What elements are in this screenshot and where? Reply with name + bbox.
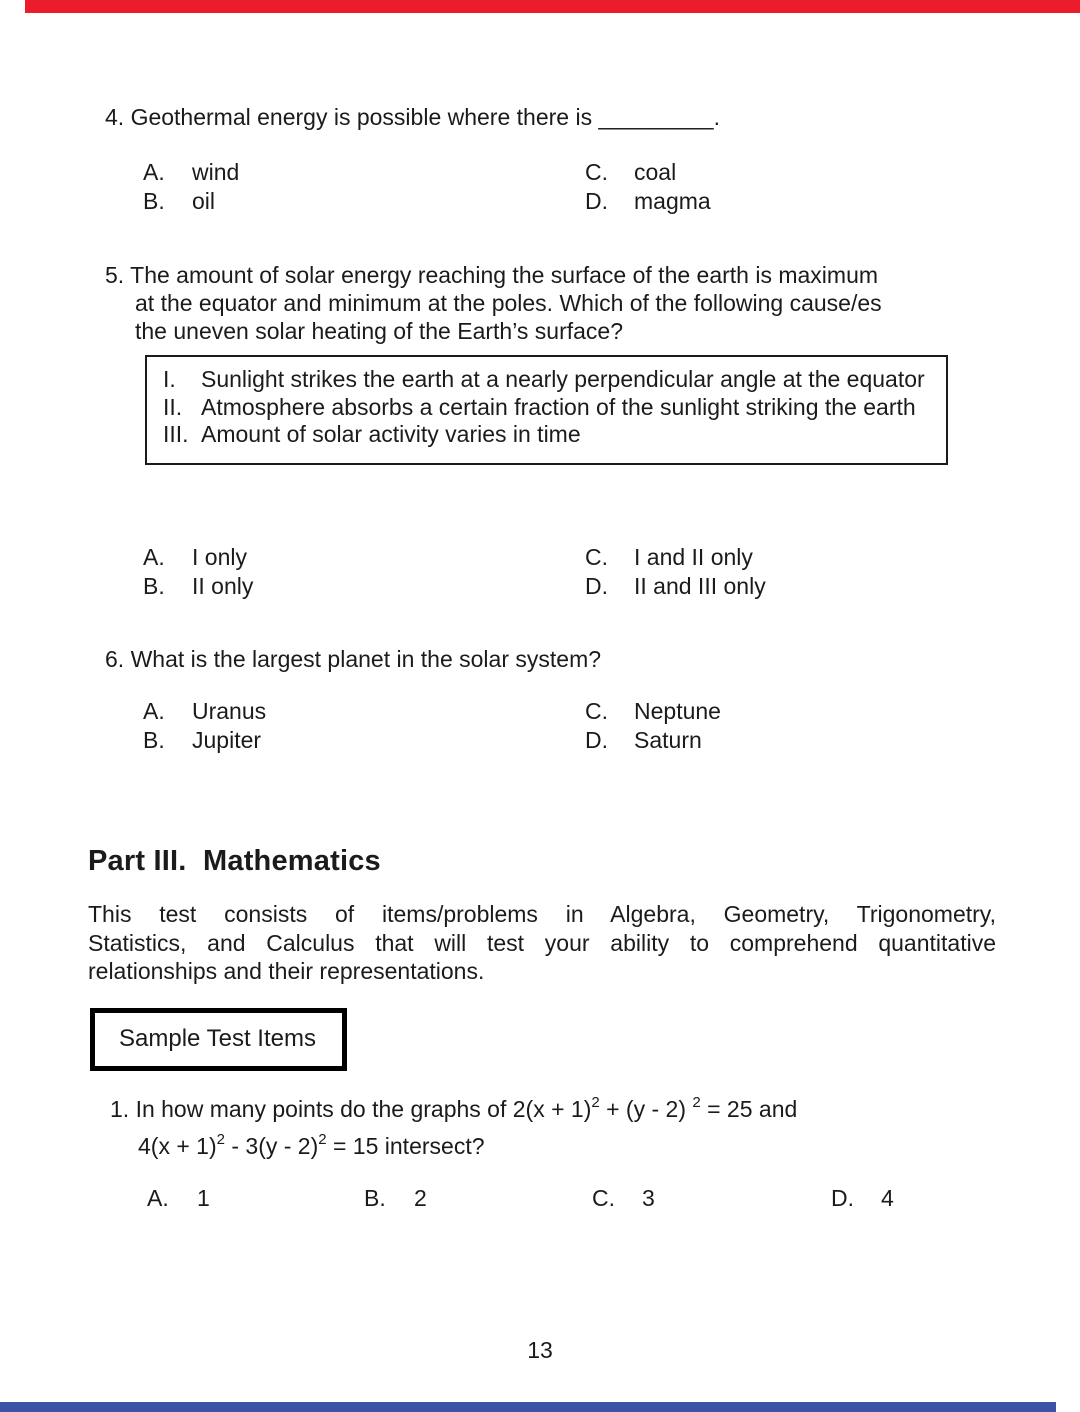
option-text: magma bbox=[634, 188, 711, 214]
exponent: 2 bbox=[692, 1094, 701, 1112]
sample-test-items-box bbox=[90, 1008, 347, 1071]
option-text: II only bbox=[192, 573, 254, 599]
math-question-1 bbox=[110, 1091, 797, 1165]
part-iii-heading: Part III. Mathematics bbox=[88, 845, 381, 877]
statement-ii bbox=[163, 394, 936, 422]
question-5-text bbox=[105, 261, 1005, 345]
option-letter: B. bbox=[143, 727, 165, 753]
option-letter: A. bbox=[147, 1185, 169, 1211]
statement-box bbox=[145, 355, 948, 465]
top-red-rule bbox=[25, 0, 1080, 13]
option-c bbox=[585, 158, 1027, 187]
option-letter: C. bbox=[592, 1185, 615, 1211]
option-text: I and II only bbox=[634, 544, 753, 570]
option-c bbox=[585, 697, 1027, 726]
option-row bbox=[143, 158, 1027, 187]
roman-numeral: I. bbox=[163, 366, 176, 392]
question-6-text: 6. What is the largest planet in the solar system? bbox=[105, 646, 602, 672]
math-segment: 1. In how many points do the graphs of 2(x + 1) bbox=[110, 1096, 592, 1122]
math-question-1-options bbox=[147, 1184, 1031, 1213]
math-question-line2 bbox=[138, 1128, 797, 1165]
math-segment: = 25 and bbox=[700, 1096, 798, 1122]
roman-numeral: III. bbox=[163, 421, 189, 447]
option-text: 3 bbox=[642, 1185, 655, 1211]
option-text: 4 bbox=[881, 1185, 894, 1211]
option-d bbox=[831, 1184, 1031, 1213]
option-b bbox=[143, 187, 585, 216]
question-4-text: 4. Geothermal energy is possible where there is _________. bbox=[105, 104, 720, 130]
statement-text: Amount of solar activity varies in time bbox=[201, 421, 581, 447]
question-5-line2: at the equator and minimum at the poles. Which of the following cause/es bbox=[135, 290, 882, 316]
option-row bbox=[143, 572, 1027, 601]
option-c bbox=[585, 543, 1027, 572]
math-segment: 4(x + 1) bbox=[138, 1133, 217, 1159]
option-text: Jupiter bbox=[192, 727, 262, 753]
sample-test-items-label: Sample Test Items bbox=[119, 1025, 316, 1052]
question-6-options bbox=[143, 697, 1027, 755]
option-text: wind bbox=[192, 159, 240, 185]
roman-numeral: II. bbox=[163, 393, 183, 420]
math-question-line1 bbox=[110, 1091, 797, 1128]
intro-line: relationships and their representations. bbox=[88, 958, 485, 984]
option-text: I only bbox=[192, 544, 247, 570]
option-row bbox=[143, 543, 1027, 572]
option-d bbox=[585, 726, 1027, 755]
option-letter: B. bbox=[364, 1185, 386, 1211]
option-letter: D. bbox=[831, 1185, 854, 1211]
statement-text: Sunlight strikes the earth at a nearly perpendicular angle at the equator bbox=[201, 366, 925, 392]
option-text: II and III only bbox=[634, 573, 766, 599]
question-5-line3: the uneven solar heating of the Earth’s surface? bbox=[135, 318, 624, 344]
part-iii-intro bbox=[88, 900, 996, 986]
option-a bbox=[143, 543, 585, 572]
option-letter: C. bbox=[585, 544, 608, 570]
math-segment: = 15 intersect? bbox=[326, 1133, 485, 1159]
option-text: 1 bbox=[197, 1185, 210, 1211]
statement-iii bbox=[163, 421, 936, 449]
option-letter: C. bbox=[585, 159, 608, 185]
bottom-blue-rule bbox=[0, 1402, 1056, 1412]
option-letter: D. bbox=[585, 727, 608, 753]
option-c bbox=[592, 1184, 831, 1213]
option-letter: B. bbox=[143, 188, 165, 214]
exponent: 2 bbox=[216, 1131, 225, 1149]
exponent: 2 bbox=[591, 1094, 600, 1112]
option-row bbox=[143, 726, 1027, 755]
option-letter: C. bbox=[585, 698, 608, 724]
statement-text: Atmosphere absorbs a certain fraction of the sunlight striking the earth bbox=[201, 393, 916, 420]
option-d bbox=[585, 187, 1027, 216]
option-text: Neptune bbox=[634, 698, 721, 724]
option-a bbox=[147, 1184, 364, 1213]
question-5-line1: 5. The amount of solar energy reaching the surface of the earth is maximum bbox=[105, 262, 879, 288]
option-b bbox=[143, 726, 585, 755]
math-segment: + (y - 2) bbox=[599, 1096, 693, 1122]
option-text: Uranus bbox=[192, 698, 267, 724]
option-text: Saturn bbox=[634, 727, 702, 753]
option-letter: B. bbox=[143, 573, 165, 599]
option-text: coal bbox=[634, 159, 677, 185]
question-5-options bbox=[143, 543, 1027, 601]
intro-line: Statistics, and Calculus that will test your ability to comprehend quantitative bbox=[88, 929, 996, 956]
option-letter: A. bbox=[143, 159, 165, 185]
math-segment: - 3(y - 2) bbox=[224, 1133, 319, 1159]
page-number: 13 bbox=[527, 1337, 553, 1363]
option-letter: D. bbox=[585, 573, 608, 599]
option-b bbox=[143, 572, 585, 601]
exponent: 2 bbox=[318, 1131, 327, 1149]
option-a bbox=[143, 158, 585, 187]
option-text: oil bbox=[192, 188, 216, 214]
option-letter: D. bbox=[585, 188, 608, 214]
option-b bbox=[364, 1184, 592, 1213]
option-row bbox=[143, 187, 1027, 216]
option-text: 2 bbox=[414, 1185, 427, 1211]
option-row bbox=[143, 697, 1027, 726]
intro-line: This test consists of items/problems in Algebra, Geometry, Trigonometry, bbox=[88, 901, 996, 927]
option-d bbox=[585, 572, 1027, 601]
question-4-options bbox=[143, 158, 1027, 216]
option-a bbox=[143, 697, 585, 726]
statement-i bbox=[163, 366, 936, 394]
option-letter: A. bbox=[143, 544, 165, 570]
option-letter: A. bbox=[143, 698, 165, 724]
